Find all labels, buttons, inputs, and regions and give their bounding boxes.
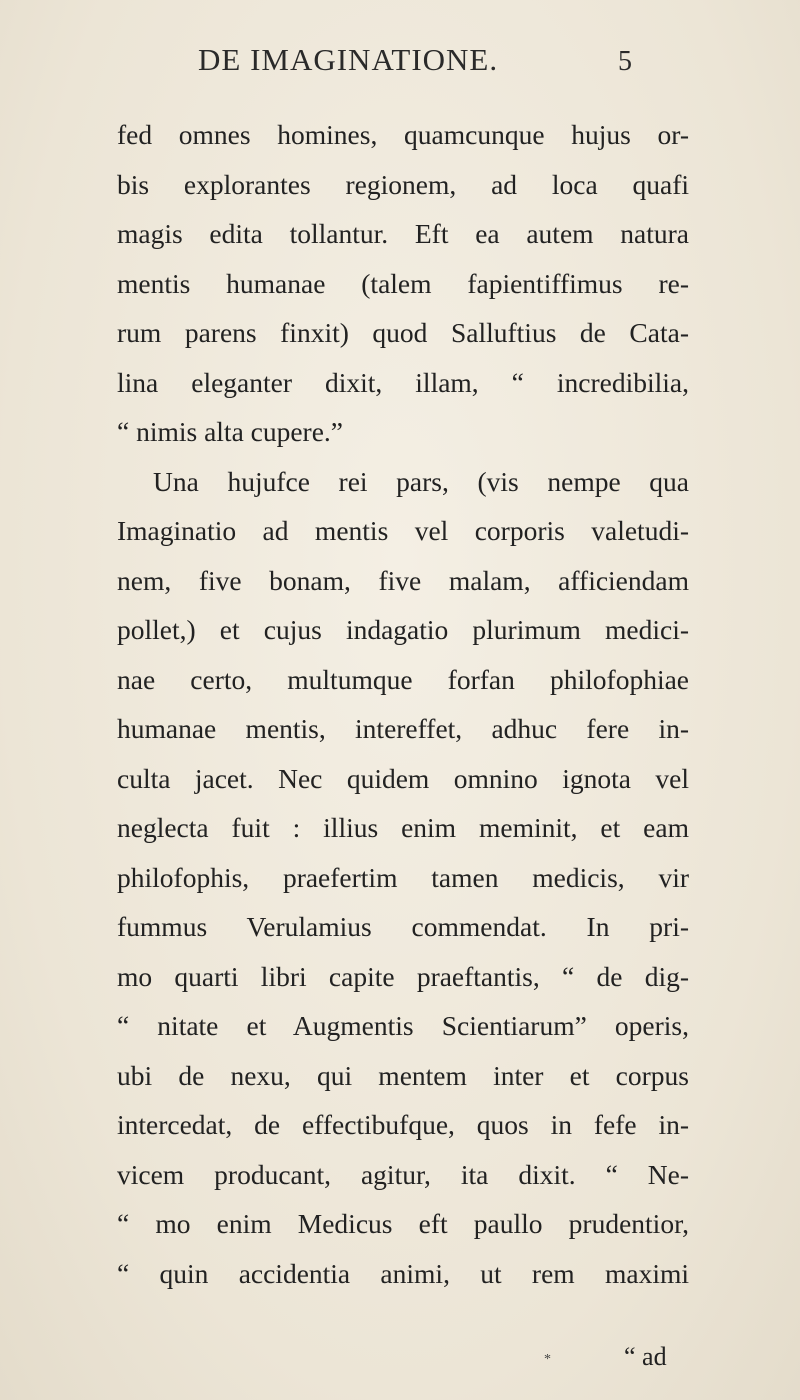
catchword: “ ad [624,1342,667,1371]
text-line: philofophis, praefertim tamen medicis, vir [117,861,689,893]
text-line: lina eleganter dixit, illam, “ incredibilia, [117,366,689,398]
text-line: mo quarti libri capite praeftantis, “ de dig- [117,960,689,992]
text-line: pollet,) et cujus indagatio plurimum medici- [117,614,689,645]
text-line: fummus Verulamius commendat. In pri- [117,911,689,942]
text-line: Una hujufce rei pars, (vis nempe qua [153,465,689,497]
text-line: vicem producant, agitur, ita dixit. “ Ne- [117,1158,689,1190]
text-line: neglecta fuit : illius enim meminit, et eam [117,812,689,843]
text-line: fed omnes homines, quamcunque hujus or- [117,119,689,150]
text-line: rum parens finxit) quod Salluftius de Cata- [117,317,689,348]
text-line: magis edita tollantur. Eft ea autem natura [117,218,689,249]
running-title: DE IMAGINATIONE. [198,42,499,77]
signature-mark: * [544,1352,551,1367]
text-line: “ quin accidentia animi, ut rem maximi [117,1257,689,1289]
text-line: “ nitate et Augmentis Scientiarum” operis, [117,1010,689,1041]
text-line: “ nimis alta cupere.” [117,416,344,447]
text-line: “ mo enim Medicus eft paullo prudentior, [117,1208,689,1239]
running-head [0,42,800,82]
text-line: nae certo, multumque forfan philofophiae [117,663,689,695]
text-line: humanae mentis, intereffet, adhuc fere in- [117,713,689,744]
text-line: ubi de nexu, qui mentem inter et corpus [117,1059,689,1091]
text-line: nem, five bonam, five malam, afficiendam [117,564,689,596]
text-line: culta jacet. Nec quidem omnino ignota vel [117,762,689,794]
text-line: Imaginatio ad mentis vel corporis valetudi- [117,515,689,546]
text-line: bis explorantes regionem, ad loca quafi [117,168,689,200]
text-line: mentis humanae (talem fapientiffimus re- [117,267,689,299]
text-line: intercedat, de effectibufque, quos in fefe in- [117,1109,689,1140]
body-text [117,110,689,1298]
page-number: 5 [618,46,632,77]
